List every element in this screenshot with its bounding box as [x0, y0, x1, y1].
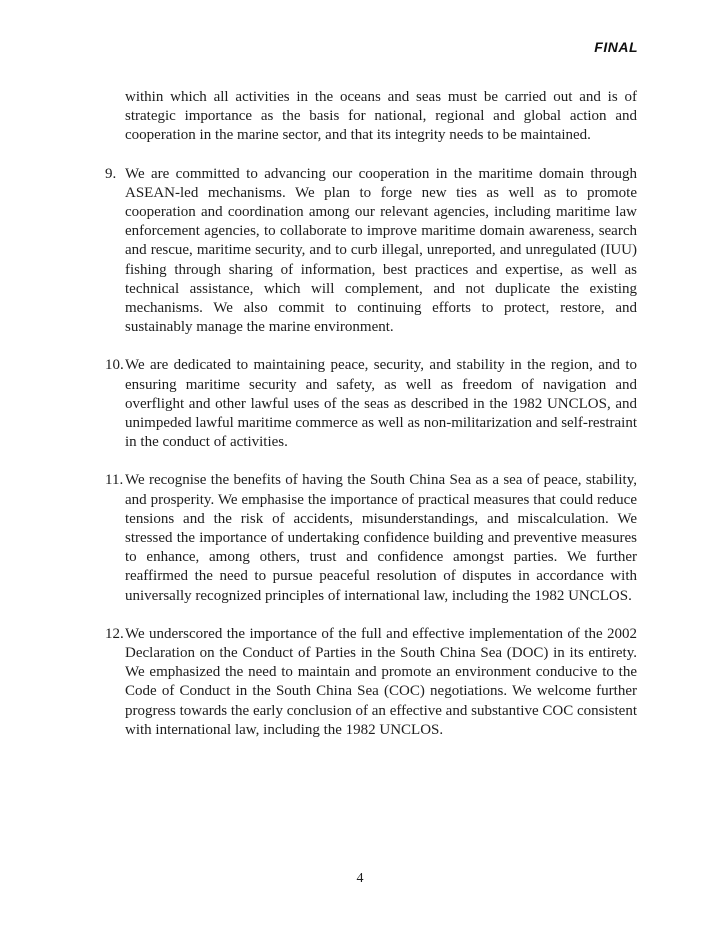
paragraph-number: 9. — [105, 165, 117, 182]
paragraph-text: We are committed to advancing our cooperation in the maritime domain through ASEAN-led mechanisms. We plan to forge new ties as well as to promote cooperation and coordination among our relevant agencies, including maritime law enforcement agencies, to collaborate to improve maritime domain awareness, search and rescue, maritime security, and to curb illegal, unreported, and unregulated (IUU) fishing through sharing of information, best practices and expertise, as well as technical assistance, which will complement, and not duplicate the existing mechanisms. We also commit to continuing efforts to protect, restore, and sustainably manage the marine environment. — [125, 165, 637, 336]
paragraph-text: We are dedicated to maintaining peace, security, and stability in the region, and to ensuring maritime security and safety, as well as freedom of navigation and overflight and other lawful uses of the seas as described in the 1982 UNCLOS, and unimpeded lawful maritime commerce as well as non-militarization and self-restraint in the conduct of activities. — [125, 357, 637, 451]
numbered-paragraph-11 — [105, 471, 637, 605]
page-number: 4 — [356, 871, 364, 886]
paragraph-text: We recognise the benefits of having the South China Sea as a sea of peace, stability, and prosperity. We emphasise the importance of practical measures that could reduce tensions and the risk of accidents, misunderstandings, and miscalculation. We stressed the importance of undertaking confidence building and preventive measures to enhance, among others, trust and confidence amongst parties. We further reaffirmed the need to pursue peaceful resolution of disputes in accordance with universally recognized principles of international law, including the 1982 UNCLOS. — [125, 472, 637, 604]
document-body — [105, 88, 637, 759]
numbered-paragraph-12 — [105, 625, 637, 740]
intro-paragraph: within which all activities in the oceans and seas must be carried out and is of strategic importance as the basis for national, regional and global action and cooperation in the marine sector, and that its integrity needs to be maintained. — [125, 89, 637, 144]
paragraph-number: 11. — [105, 472, 124, 489]
paragraph-number: 12. — [105, 625, 124, 642]
paragraph-text: We underscored the importance of the full and effective implementation of the 2002 Declaration on the Conduct of Parties in the South China Sea (DOC) in its entirety. We emphasized the need to maintain and promote an environment conducive to the Code of Conduct in the South China Sea (COC) negotiations. We welcome further progress towards the early conclusion of an effective and substantive COC consistent with international law, including the 1982 UNCLOS. — [125, 625, 637, 738]
final-status-label: FINAL — [594, 39, 638, 55]
numbered-paragraph-9 — [105, 165, 637, 338]
numbered-paragraph-10 — [105, 356, 637, 452]
paragraph-number: 10. — [105, 357, 124, 374]
